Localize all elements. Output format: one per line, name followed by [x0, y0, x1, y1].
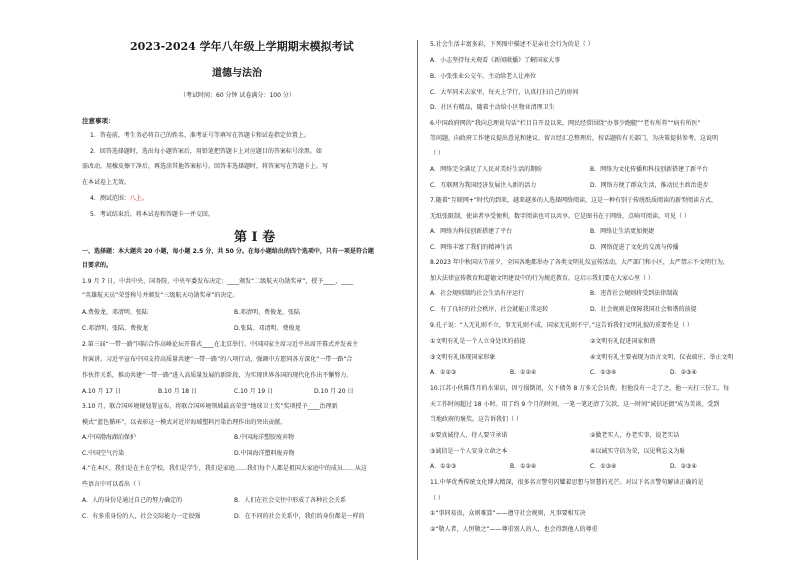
q2-option-a: A.10 月 17 日: [82, 388, 121, 395]
q3-line-1: 3.10 月，联合国环境规划署宣布，将联合国环境领域最高荣誉“地球卫士奖”奖项授予____治理新: [82, 403, 338, 410]
q9-option-a: A．①②③: [430, 369, 457, 376]
q10-line-1: 10.江苏小伙陈伟月的水果店，因亏损倒闭，欠下债务 8 万多元会员费。但他没有一走了之，他一天打三份工，每: [430, 385, 730, 392]
q6-option-a: A．网络完全满足了人民对美好生活的期盼: [430, 166, 543, 173]
column-divider: [417, 40, 418, 560]
q2-option-d: D.10 月 20 日: [314, 388, 354, 395]
q7-line-1: 7.随着“互联网+”时代的到来，越来越多的人选择网络阅读，这是一种有别于传统纸质阅读的新型阅读方式，: [430, 197, 717, 204]
q8-option-c: C．有了良好的社会秩序，社会就能正常运转: [430, 306, 549, 313]
q1-option-d: D.张陆、邓清明、费俊龙: [234, 325, 301, 332]
q6-option-b: B．网络为文化传播和科技创新搭建了新平台: [590, 166, 709, 173]
q4-option-b: B．人们在社会交往中形成了各种社会关系: [234, 497, 347, 504]
notice-title: 注意事项：: [82, 117, 115, 125]
q2-option-c: C.10 月 19 日: [234, 388, 274, 395]
notice-item4-value: 八上。: [129, 195, 148, 202]
q6-line-2: 等问题，向政府工作建议提出意见和建议。留言经汇总整理后，按话题转有关部门，为决策提供参考。这说明: [430, 135, 719, 142]
q11-line-1: 11.中华优秀传统文化博大精深，很多名言警句闪耀着思想与智慧的光芒。对以下名言警句解读正确的是: [430, 479, 704, 486]
q9-line-1: 9.孔子说：“人无礼则不立，事无礼则不成，国家无礼则不宁。”这告诉我们文明礼貌的重要性是（ ）: [430, 322, 693, 329]
q10-statement-4: ④以诚实守信为荣，以见利忘义为耻: [590, 448, 686, 455]
q1-option-a: A.费俊龙、邓清明、张陆: [82, 309, 148, 316]
q10-line-3: 当地政府的褒奖。这告诉我们（ ）: [430, 416, 522, 423]
q10-option-a: A．①②③: [430, 463, 457, 470]
notice-line-6: 5．考试结束后，将本试卷和答题卡一并交回。: [90, 211, 214, 218]
q5-option-a: A．小志坚持每天观看《新闻联播》了解国家大事: [430, 57, 561, 64]
q5-option-b: B．小张张业公交车，主动给老人让座位: [430, 73, 537, 80]
q10-statement-1: ①要真诚待人，待人要守承诺: [430, 432, 508, 439]
q10-statement-3: ③诚信是一个人安身立命之本: [430, 448, 508, 455]
q9-statement-1: ①文明有礼是一个人立身处世的前提: [430, 338, 526, 345]
q3-option-c: C.中国空气污染: [82, 450, 125, 457]
section1-lead-2: 目要求的。: [82, 262, 113, 269]
q10-statement-2: ②做老实人，办老实事，说老实话: [590, 432, 680, 439]
q2-line-2: 旨演讲。习近平宣布中国支持高质量共建“一带一路”的八项行动，强调中方愿同各方深化“一带一路”合: [82, 356, 353, 363]
q10-option-c: C．①③④: [590, 463, 617, 470]
exam-info: （考试时间：60 分钟 试卷满分：100 分）: [180, 92, 295, 99]
q1-option-c: C.邓清明、张陆、费俊龙: [82, 325, 149, 332]
notice-line-5: [90, 195, 148, 203]
q2-line-1: 2.第三届“一带一路”国际合作高峰论坛开幕式____在北京举行。中国国家主席习近平出席开幕式并发表主: [82, 341, 358, 348]
q11-statement-1: ①“事同易贵，众则难算”——遵守社会规则，凡事要相互决: [430, 510, 586, 517]
section1-lead: 一、选择题：本大题共 20 小题，每小题 2.5 分，共 50 分。在每小题给出的四个选项中，只有一项是符合题: [82, 248, 374, 255]
q4-line-2: 些语言中可以看出（ ）: [82, 481, 144, 488]
q9-statement-4: ④文明有礼主要表现为语言文明、仪表端庄、举止文明: [590, 354, 734, 361]
q8-option-a: A．社会规则制约社会生活有序运行: [430, 290, 525, 297]
q9-statement-2: ②文明有礼促进国家和谐: [590, 338, 656, 345]
q1-option-b: B.邓清明、费俊龙、张陆: [234, 309, 301, 316]
q3-option-b: B.中国海洋塑胶废弃物: [234, 434, 295, 441]
q5-option-d: D．社区有精品，随着主动给小区物业清理卫生: [430, 104, 555, 111]
notice-item4-label: 4．测试范围：: [90, 195, 130, 202]
q9-statement-3: ③文明有礼体现国家形象: [430, 354, 496, 361]
q6-line-1: 6.中国政府网的“我向总理说句话”栏目自开设以来，网民经常围绕“办事少跑腿”“老有所养”“病有所医”: [430, 120, 701, 127]
q9-option-b: B．①②④: [510, 369, 537, 376]
q3-option-a: A.中国渤海湖泊保护: [82, 434, 136, 441]
q2-option-b: B.10 月 18 日: [158, 388, 198, 395]
q2-line-3: 作伙伴关系，推动共建“一带一路”进入高质量发展的新阶段，为实现世界各国的现代化作出不懈努力。: [82, 372, 353, 379]
q8-option-d: D．社会规则是保障我国社会和谐的前提: [590, 306, 697, 313]
q4-option-a: A．人的身份是通过自己的努力确定的: [82, 497, 183, 504]
q4-option-c: C．有多重身份的人，社会交际能力一定很强: [82, 513, 201, 520]
q9-option-c: C．①③④: [590, 369, 617, 376]
roll-title: 第 I 卷: [234, 230, 276, 245]
q8-option-b: B．违背社会规则将受到法律制裁: [590, 290, 679, 297]
q3-line-2: 模式“蓝色循环”，以表彰这一模式对近岸海域塑料污染治理作出的突出贡献。: [82, 419, 287, 426]
q9-option-d: D．②③④: [670, 369, 697, 376]
q5-stem: 5.社会生活丰富多彩，下列图中描述不是亲社会行为的是（ ）: [430, 41, 594, 48]
q6-option-d: D．网络方便了群众生活，推动民主政治进步: [590, 182, 709, 189]
exam-title: 2023-2024 学年八年级上学期期末模拟考试: [130, 40, 354, 53]
q7-option-b: B．网络让生活更加便捷: [590, 228, 655, 235]
q10-option-b: B．①②④: [510, 463, 537, 470]
q6-line-3: （ ）: [430, 150, 444, 157]
q7-option-a: A．网络为科技创新搭建了平台: [430, 228, 513, 235]
notice-line-1: 1．答卷前，考生务必将自己的姓名、准考证号等填写在答题卡和试卷指定位置上。: [90, 132, 310, 139]
q1-line-2: “英雄航天员”荣誉称号并颁发“三级航天功勋奖章”的决定。: [82, 292, 239, 299]
q10-line-2: 天工作时间超过 18 小时。用了约 9 个月的时间，一笔一笔还清了欠款，这一时间“诚信还债”成为美谈，受到: [430, 401, 720, 408]
q11-line-2: （ ）: [430, 495, 444, 502]
notice-line-3: 需改动，用橡皮擦干净后，再选涂其他答案标号。回答非选择题时，将答案写在答题卡上。写: [82, 163, 329, 170]
q10-option-d: D．②③④: [670, 463, 697, 470]
q7-option-d: D．网络促进了文化的交流与传播: [590, 244, 679, 251]
subject-title: 道德与法治: [212, 68, 262, 79]
q1-line-1: 1.9 月 7 日，中共中央、国务院、中央军委发布决定：____颁发“二级航天功勋奖章”，授予____、____: [82, 278, 354, 285]
notice-line-4: 在本试卷上无效。: [82, 179, 131, 186]
q4-line-1: 4.“在本区，我们是在主在学校，我们是学生，我们是家庭……我们每个人都是祖国大家庭中的成员……从这: [82, 465, 367, 472]
q4-option-d: D．在不同的社会关系中，我们的身份都是一样的: [234, 513, 365, 520]
q7-line-2: 无纸张限制，使读者享受便利，数字阅读也可以共享。它是图书在于网络，点响可阅读。可见（ ）: [430, 213, 690, 220]
q5-option-c: C．大军同末去家里，每天上学行，认真打扫自己的房间: [430, 89, 579, 96]
q3-option-d: D.中国海洋塑料废弃物: [234, 450, 295, 457]
q8-line-2: 加大法律宣传教育和道德文明建设中的行为规范教育。这启示我们要在大家心里（ ）: [430, 275, 654, 282]
q8-line-1: 8.2023 年中秋国庆节前夕，全国各地都举办了各类文明礼仪宣传活动，大严部门和小区，太严禁示不文明行为，: [430, 259, 729, 266]
notice-line-2: 2．回答选择题时，选出每小题答案后，用铅笔把答题卡上对应题目的答案标号涂黑。如: [90, 148, 322, 155]
q11-statement-2: ②“敬人者，人恒敬之”——尊重别人的人，也会得到他人的尊重: [430, 526, 598, 533]
q7-option-c: C．网络丰富了我们的精神生活: [430, 244, 513, 251]
q6-option-c: C．互联网为我国经济发展注入新的活力: [430, 182, 537, 189]
